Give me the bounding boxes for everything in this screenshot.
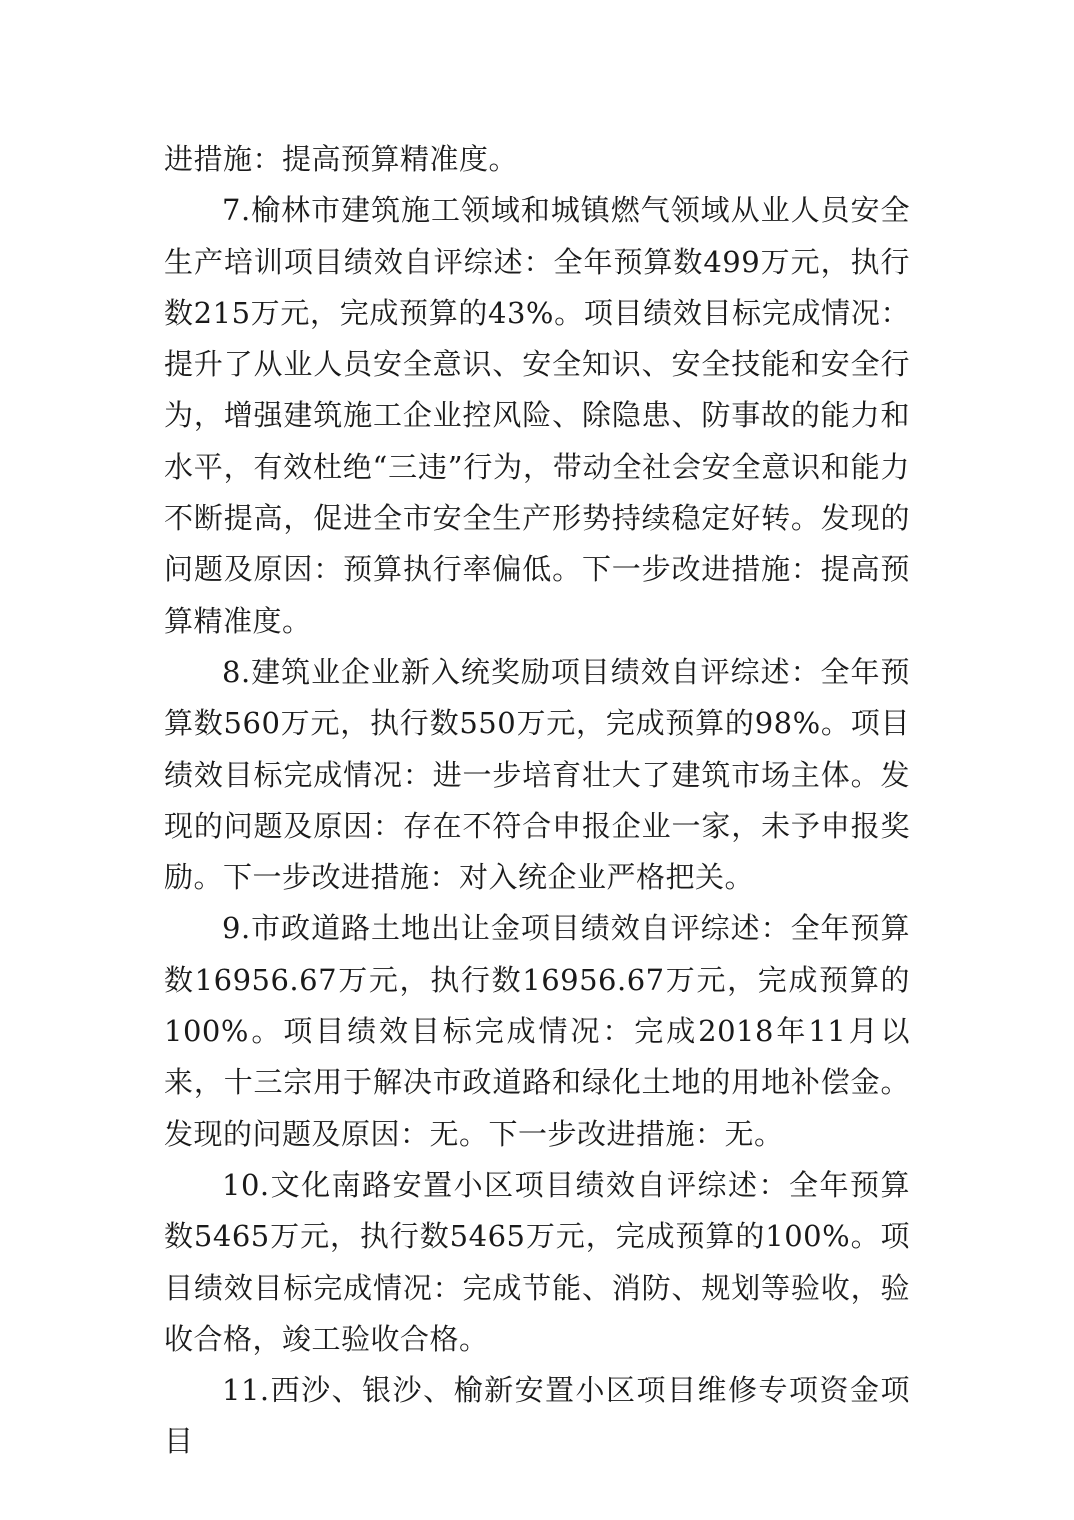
paragraph-item-8: 8.建筑业企业新入统奖励项目绩效自评综述：全年预算数560万元，执行数550万元，完成预算的98%。项目绩效目标完成情况：进一步培育壮大了建筑市场主体。发现的问题及原因：存在不符合申报企业一家，未予申报奖励。下一步改进措施：对入统企业严格把关。 [164,654,910,895]
paragraph-item-11: 11.西沙、银沙、榆新安置小区项目维修专项资金项目 [164,1373,910,1459]
document-page [164,134,910,1468]
paragraph-continuation: 进措施：提高预算精准度。 [164,142,519,176]
paragraph-item-10: 10.文化南路安置小区项目绩效自评综述：全年预算数5465万元，执行数5465万元，完成预算的100%。项目绩效目标完成情况：完成节能、消防、规划等验收，验收合格，竣工验收合格。 [164,1167,910,1356]
paragraph-item-7: 7.榆林市建筑施工领域和城镇燃气领域从业人员安全生产培训项目绩效自评综述：全年预算数499万元，执行数215万元，完成预算的43%。项目绩效目标完成情况：提升了从业人员安全意识、安全知识、安全技能和安全行为，增强建筑施工企业控风险、除隐患、防事故的能力和水平，有效杜绝“三违”行为，带动全社会安全意识和能力不断提高，促进全市安全生产形势持续稳定好转。发现的问题及原因：预算执行率偏低。下一步改进措施：提高预算精准度。 [164,193,910,638]
paragraph-item-9: 9.市政道路土地出让金项目绩效自评综述：全年预算数16956.67万元，执行数16956.67万元，完成预算的100%。项目绩效目标完成情况：完成2018年11月以来，十三宗用于解决市政道路和绿化土地的用地补偿金。发现的问题及原因：无。下一步改进措施：无。 [164,911,910,1151]
